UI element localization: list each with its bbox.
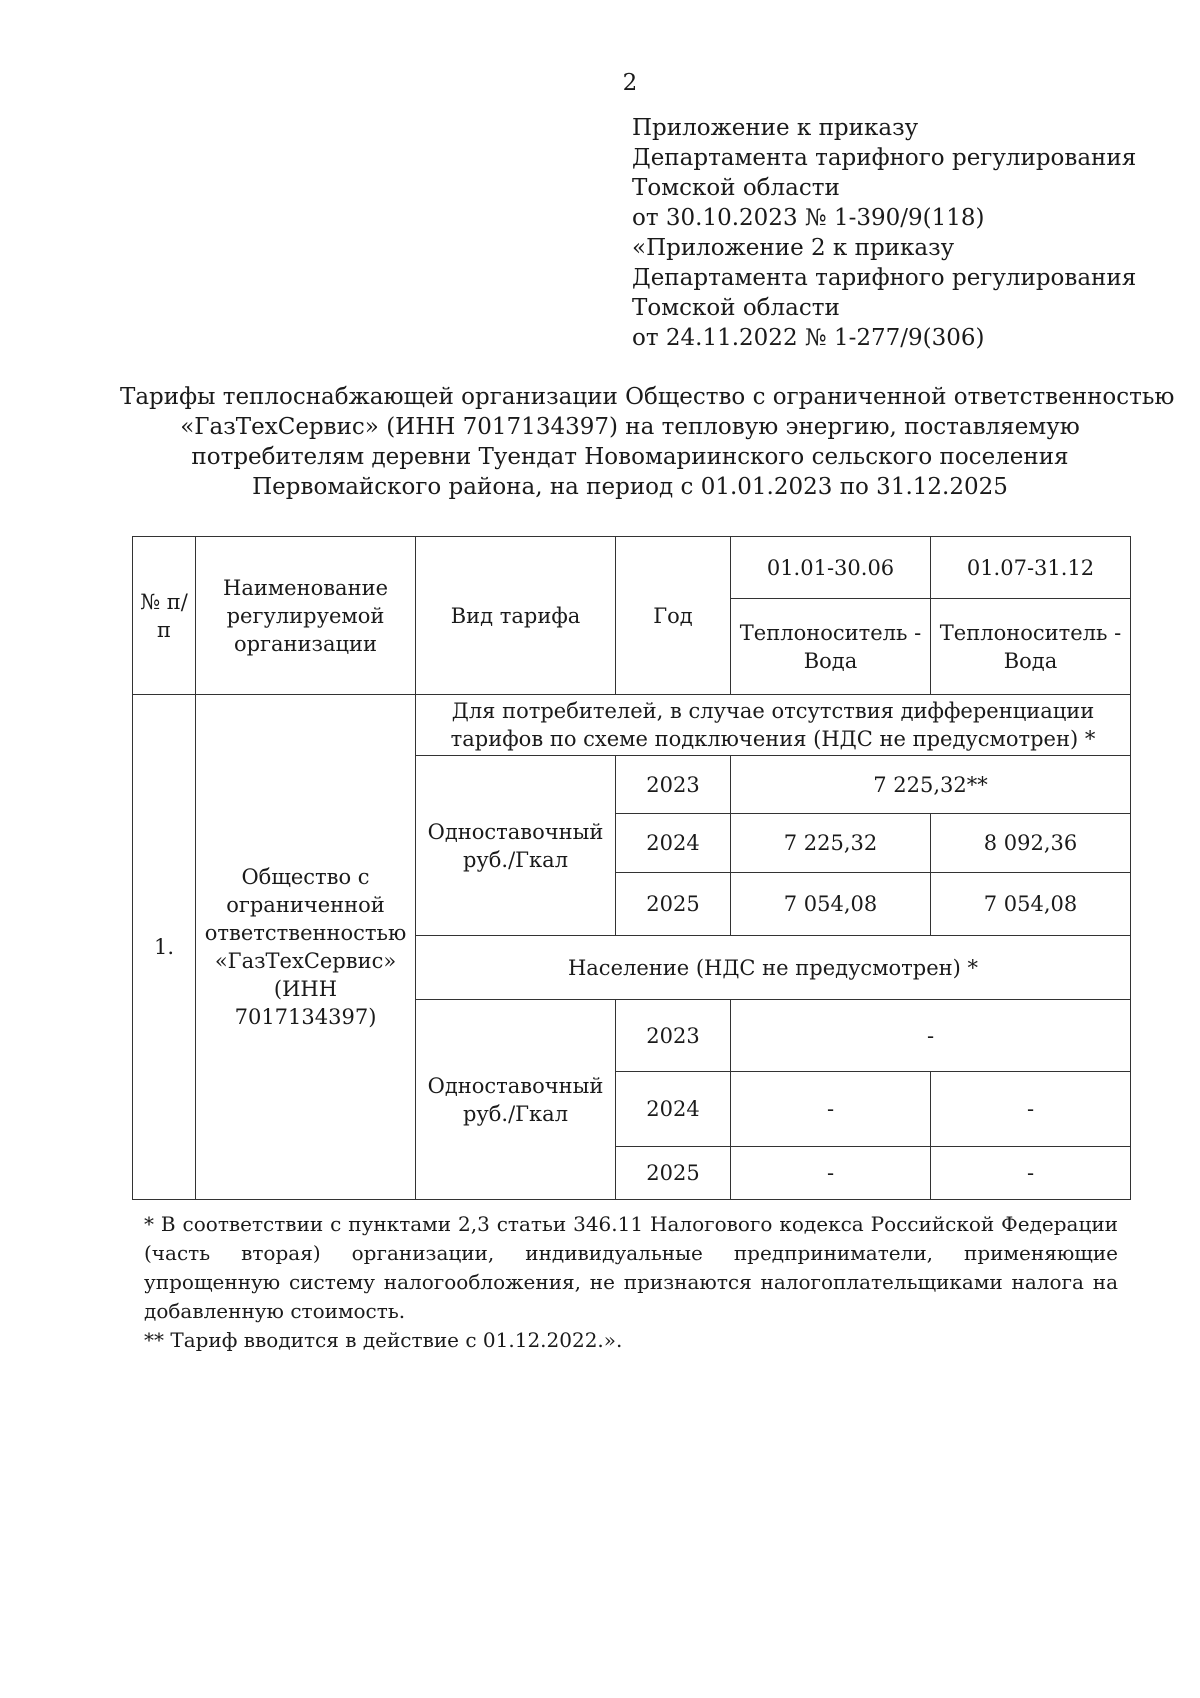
tariff-value-merged: 7 225,32** xyxy=(731,756,1131,814)
footnotes xyxy=(144,1210,1118,1355)
year-cell: 2023 xyxy=(616,756,731,814)
appendix-line: Департамента тарифного регулирования xyxy=(632,265,1137,291)
appendix-line: Томской области xyxy=(632,175,840,201)
header-number: № п/п xyxy=(133,537,196,695)
tariff-value: - xyxy=(731,1147,931,1200)
tariff-value: 7 054,08 xyxy=(931,873,1131,936)
tariff-value: 7 225,32 xyxy=(731,814,931,873)
footnote-2: ** Тариф вводится в действие с 01.12.2022.». xyxy=(144,1328,623,1352)
tariff-value-merged: - xyxy=(731,1000,1131,1072)
tariff-value: 7 054,08 xyxy=(731,873,931,936)
footnote-1: * В соответствии с пунктами 2,3 статьи 346.11 Налогового кодекса Российской Федерации (часть вторая) организации, индивидуальные предприниматели, применяющие упрощенную систему налогообложения, не признаются налогоплательщиками налога на добавленную стоимость. xyxy=(144,1212,1118,1323)
tariff-value: 8 092,36 xyxy=(931,814,1131,873)
year-cell: 2024 xyxy=(616,1072,731,1147)
header-year: Год xyxy=(616,537,731,695)
title-line: «ГазТехСервис» (ИНН 7017134397) на тепловую энергию, поставляемую xyxy=(180,414,1080,440)
appendix-line: Томской области xyxy=(632,295,840,321)
year-cell: 2025 xyxy=(616,1147,731,1200)
tariff-value: - xyxy=(931,1147,1131,1200)
appendix-line: Приложение к приказу xyxy=(632,115,919,141)
appendix-line: от 30.10.2023 № 1-390/9(118) xyxy=(632,205,985,231)
header-org-name: Наименование регулируемой организации xyxy=(196,537,416,695)
appendix-line: «Приложение 2 к приказу xyxy=(632,235,955,261)
header-carrier-2: Теплоноситель - Вода xyxy=(931,599,1131,695)
org-name-cell: Общество с ограниченной ответственностью «ГазТехСервис» (ИНН 7017134397) xyxy=(196,695,416,1200)
section-2-title: Население (НДС не предусмотрен) * xyxy=(416,936,1131,1000)
header-period-1: 01.01-30.06 xyxy=(731,537,931,599)
title-line: Тарифы теплоснабжающей организации Общество с ограниченной ответственностью xyxy=(120,384,1175,410)
section-title-row xyxy=(133,695,1131,756)
section-2-tariff-type: Одноставочный руб./Гкал xyxy=(416,1000,616,1200)
header-row xyxy=(133,537,1131,599)
header-carrier-1: Теплоноситель - Вода xyxy=(731,599,931,695)
header-tariff-type: Вид тарифа xyxy=(416,537,616,695)
appendix-header xyxy=(632,113,1136,353)
section-1-tariff-type: Одноставочный руб./Гкал xyxy=(416,756,616,936)
appendix-line: Департамента тарифного регулирования xyxy=(632,145,1137,171)
document-title xyxy=(120,382,1175,502)
tariff-value: - xyxy=(931,1072,1131,1147)
page-number: 2 xyxy=(622,70,638,96)
title-line: потребителям деревни Туендат Новомариинского сельского поселения xyxy=(191,444,1069,470)
header-period-2: 01.07-31.12 xyxy=(931,537,1131,599)
row-number: 1. xyxy=(133,695,196,1200)
year-cell: 2024 xyxy=(616,814,731,873)
tariff-table xyxy=(132,536,1131,1200)
tariff-value: - xyxy=(731,1072,931,1147)
year-cell: 2023 xyxy=(616,1000,731,1072)
appendix-line: от 24.11.2022 № 1-277/9(306) xyxy=(632,325,985,351)
title-line: Первомайского района, на период с 01.01.2023 по 31.12.2025 xyxy=(252,474,1008,500)
section-1-title: Для потребителей, в случае отсутствия дифференциации тарифов по схеме подключения (НДС не предусмотрен) * xyxy=(416,695,1131,756)
year-cell: 2025 xyxy=(616,873,731,936)
